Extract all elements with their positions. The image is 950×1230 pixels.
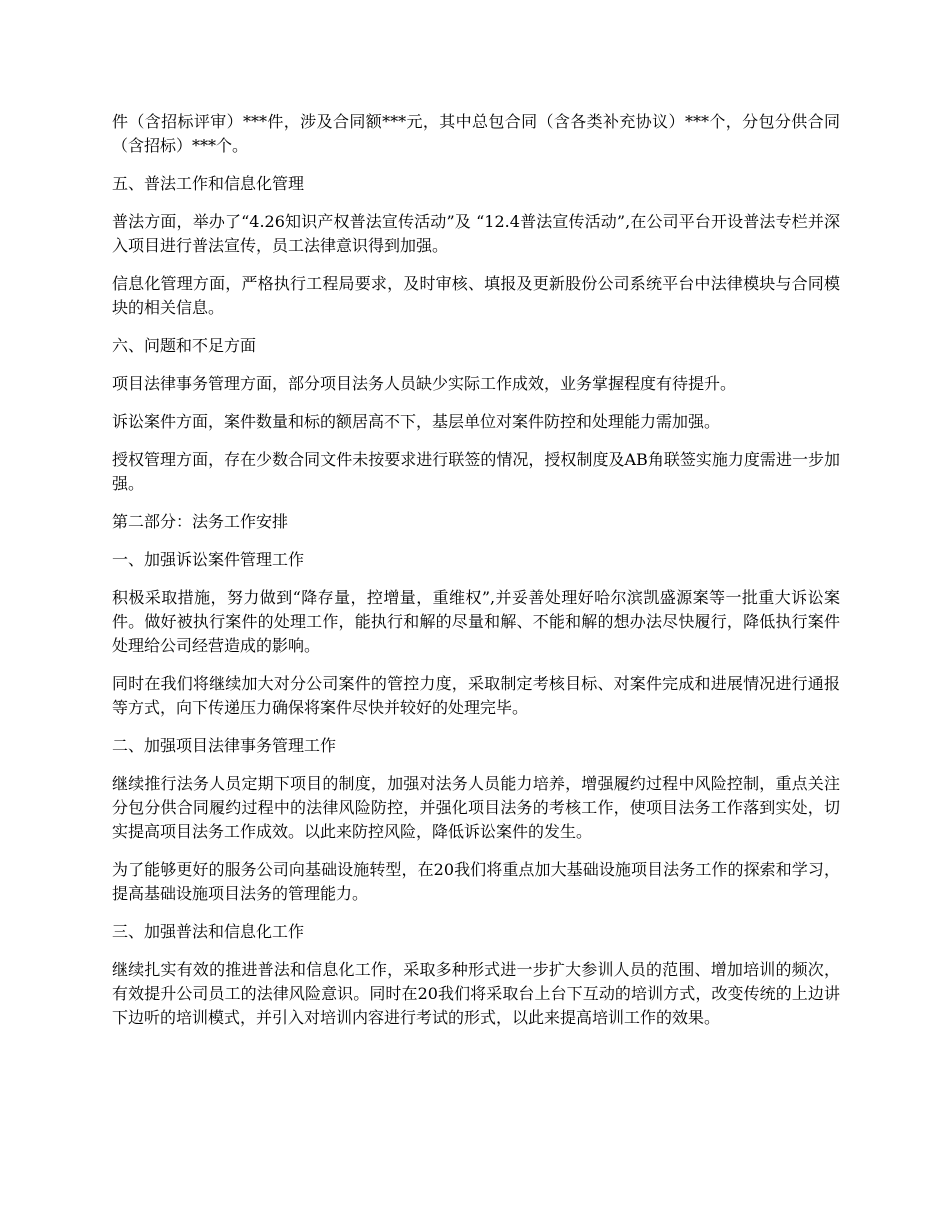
paragraph-litigation-measures: 积极采取措施，努力做到“降存量，控增量，重维权”,并妥善处理好哈尔滨凯盛源案等一批重大诉讼案件。做好被执行案件的处理工作，能执行和解的尽量和解、不能和解的想办法尽快履行，降低执行案件处理给公司经营造成的影响。 <box>112 588 840 655</box>
section-heading-litigation-management: 一、加强诉讼案件管理工作 <box>112 550 305 569</box>
section-heading-problems: 六、问题和不足方面 <box>112 336 257 355</box>
paragraph-problem-project-affairs: 项目法律事务管理方面，部分项目法务人员缺少实际工作成效，业务掌握程度有待提升。 <box>112 374 737 393</box>
paragraph-contract-stats: 件（含招标评审）***件，涉及合同额***元，其中总包合同（含各类补充协议）***个，分包分供合同（含招标）***个。 <box>112 112 840 155</box>
part-heading-work-plan: 第二部分：法务工作安排 <box>112 512 289 531</box>
section-heading-education-informatization: 三、加强普法和信息化工作 <box>112 922 305 941</box>
paragraph-project-affairs-system: 继续推行法务人员定期下项目的制度，加强对法务人员能力培养，增强履约过程中风险控制，重点关注分包分供合同履约过程中的法律风险防控，并强化项目法务的考核工作，使项目法务工作落到实处，切实提高项目法务工作成效。以此来防控风险，降低诉讼案件的发生。 <box>112 774 840 841</box>
paragraph-training-plan: 继续扎实有效的推进普法和信息化工作，采取多种形式进一步扩大参训人员的范围、增加培训的频次，有效提升公司员工的法律风险意识。同时在20我们将采取台上台下互动的培训方式，改变传统的上边讲下边听的培训模式，并引入对培训内容进行考试的形式，以此来提高培训工作的效果。 <box>112 960 840 1027</box>
section-heading-project-affairs: 二、加强项目法律事务管理工作 <box>112 736 337 755</box>
paragraph-infrastructure-transition: 为了能够更好的服务公司向基础设施转型，在20我们将重点加大基础设施项目法务工作的探索和学习，提高基础设施项目法务的管理能力。 <box>112 860 840 903</box>
paragraph-problem-litigation: 诉讼案件方面，案件数量和标的额居高不下，基层单位对案件防控和处理能力需加强。 <box>112 412 721 431</box>
paragraph-problem-authorization: 授权管理方面，存在少数合同文件未按要求进行联签的情况，授权制度及AB角联签实施力度需进一步加强。 <box>112 450 840 493</box>
section-heading-legal-education: 五、普法工作和信息化管理 <box>112 174 305 193</box>
paragraph-legal-education: 普法方面，举办了“4.26知识产权普法宣传活动”及 “12.4普法宣传活动”,在公司平台开设普法专栏并深入项目进行普法宣传，员工法律意识得到加强。 <box>112 212 840 255</box>
document-page <box>112 110 840 1044</box>
paragraph-informatization: 信息化管理方面，严格执行工程局要求，及时审核、填报及更新股份公司系统平台中法律模块与合同模块的相关信息。 <box>112 274 840 317</box>
paragraph-litigation-control: 同时在我们将继续加大对分公司案件的管控力度，采取制定考核目标、对案件完成和进展情况进行通报等方式，向下传递压力确保将案件尽快并较好的处理完毕。 <box>112 674 840 717</box>
